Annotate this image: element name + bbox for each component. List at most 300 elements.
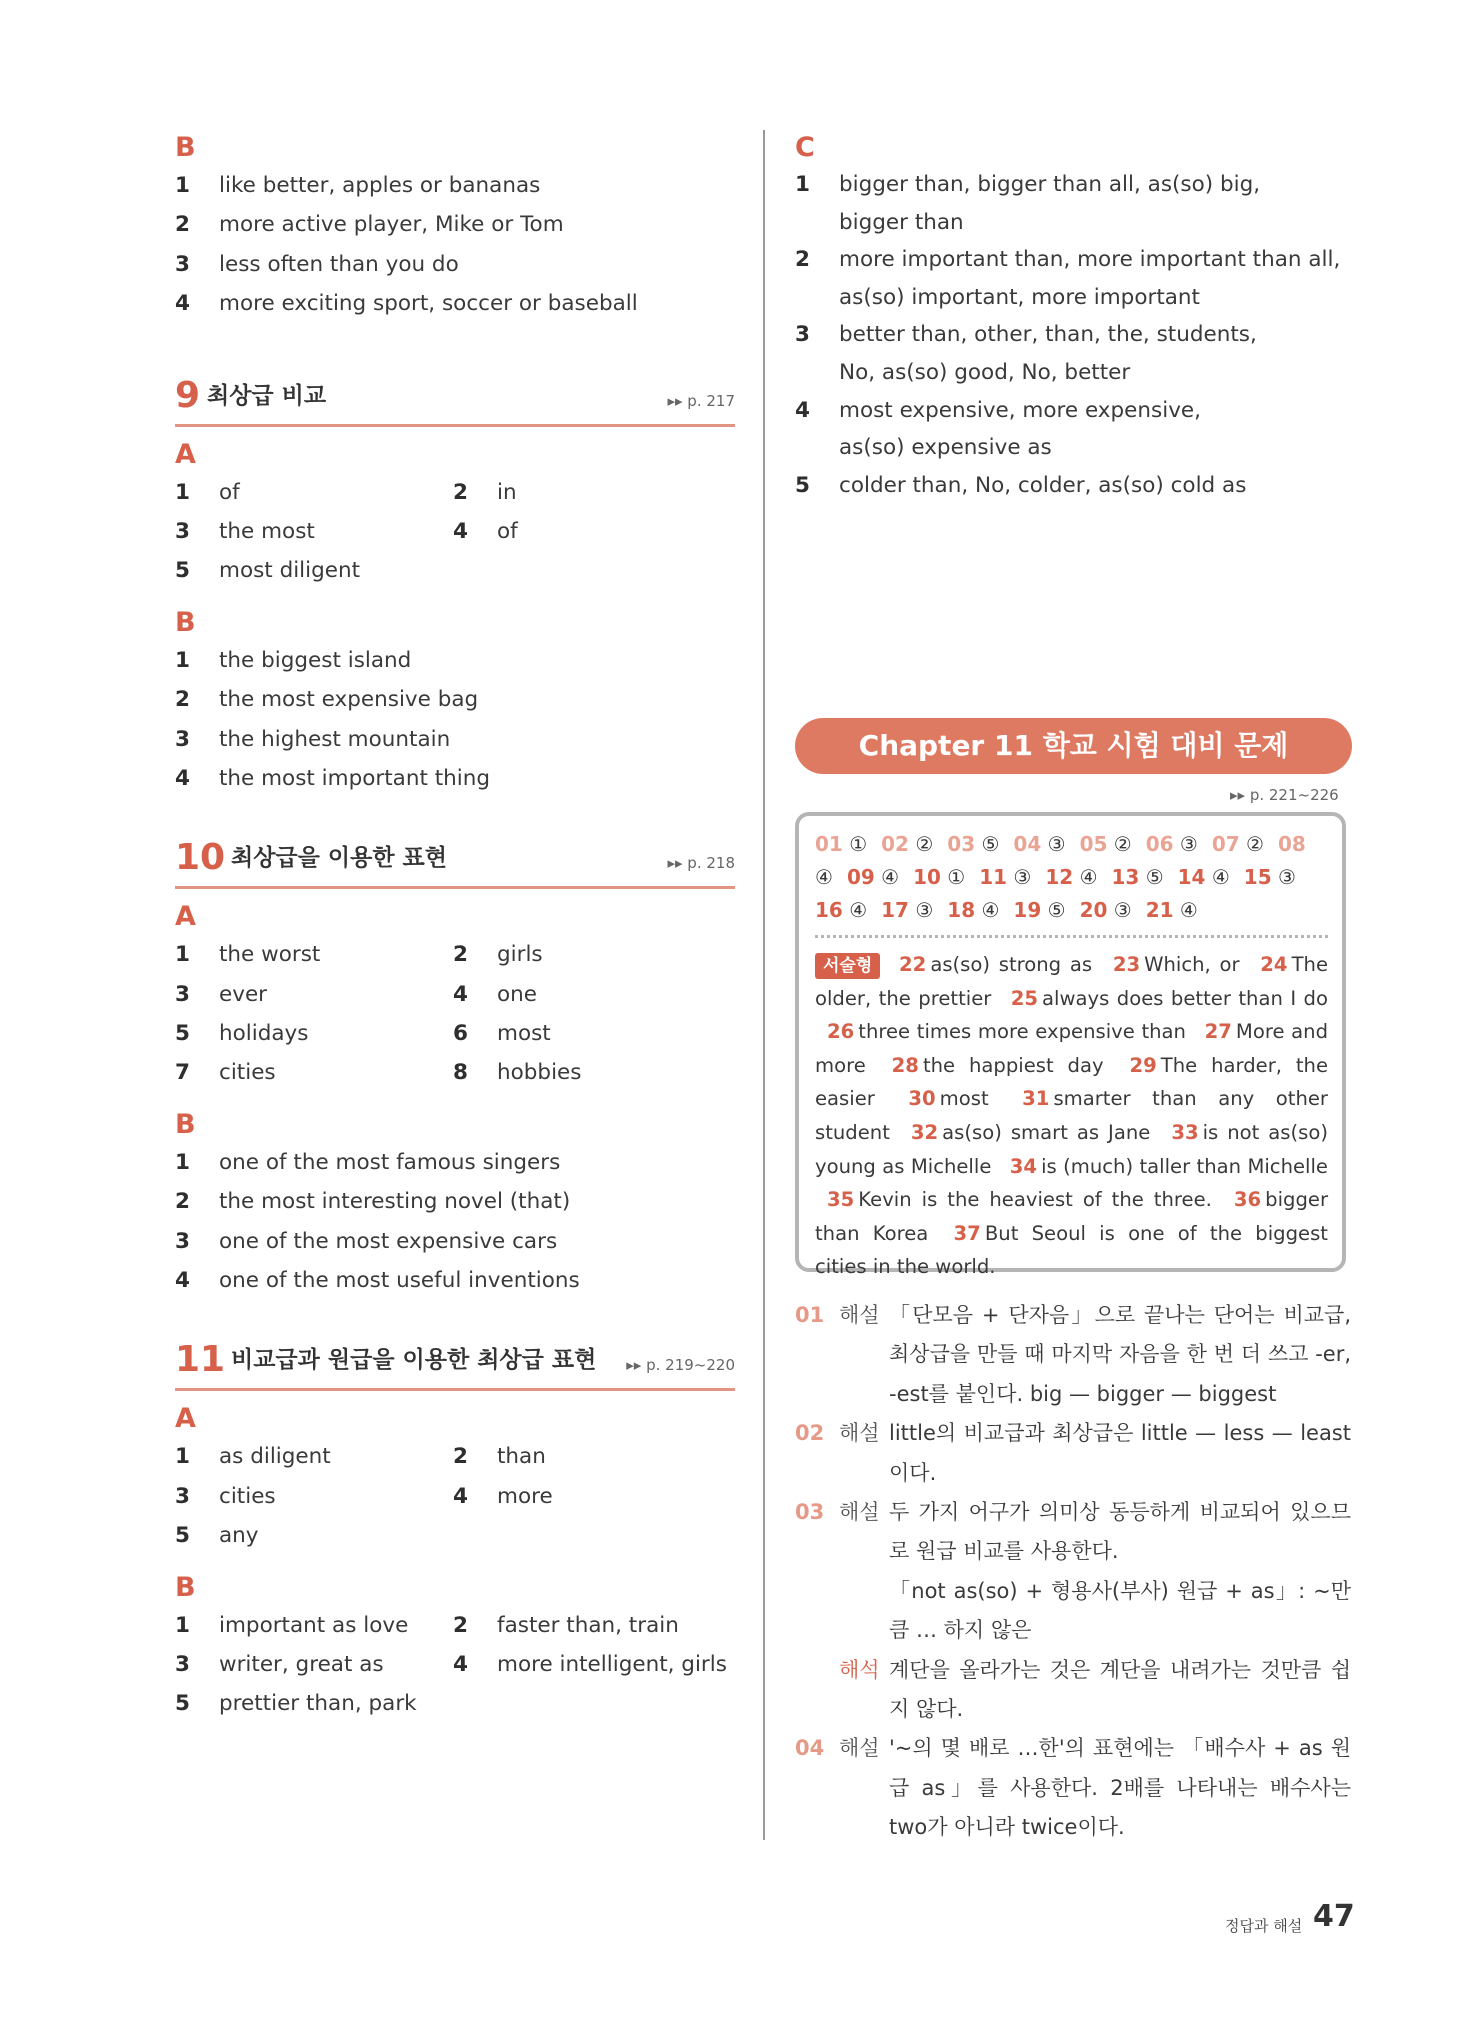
answer-number: 06 <box>1145 832 1174 856</box>
answer-text: three times more expensive than <box>858 1020 1186 1044</box>
item-number: 5 <box>795 472 810 498</box>
item-text: one of the most famous singers <box>219 1149 561 1175</box>
item-text: one of the most expensive cars <box>219 1228 558 1254</box>
item-number: 5 <box>175 1021 190 1047</box>
section-letter: B <box>175 1108 196 1140</box>
answer-number: 21 <box>1145 898 1174 922</box>
item-text: more <box>497 1483 553 1509</box>
item-text: most diligent <box>219 558 361 584</box>
item-number: 5 <box>175 558 190 584</box>
answer-item <box>1278 832 1306 856</box>
item-number: 4 <box>453 518 468 544</box>
list-item <box>175 1684 453 1723</box>
answer-choice: ① <box>947 865 966 889</box>
subjective-answers <box>815 948 1328 1284</box>
answer-number: 18 <box>947 898 976 922</box>
explanation-number: 02 <box>795 1421 825 1446</box>
section-11-header <box>175 1334 735 1391</box>
item-text: like better, apples or bananas <box>219 173 541 198</box>
answer-item <box>1244 865 1296 889</box>
list-item-pair <box>175 512 735 551</box>
answer-text: smarter than any other student <box>815 1087 1328 1144</box>
list-item <box>175 1014 453 1053</box>
answer-number: 19 <box>1013 898 1042 922</box>
answer-number: 23 <box>1112 953 1141 976</box>
list-item-pair <box>175 551 735 590</box>
answer-choice: ② <box>915 832 934 856</box>
item-number: 5 <box>175 1523 190 1549</box>
answer-number: 22 <box>899 953 927 976</box>
answer-choice: ④ <box>981 898 1000 922</box>
answer-text: the happiest day <box>922 1053 1104 1077</box>
answer-choice: ④ <box>881 865 900 889</box>
list-item <box>453 1606 731 1645</box>
item-text: more exciting sport, soccer or baseball <box>219 291 638 317</box>
answer-text: is (much) taller than Michelle <box>1041 1154 1328 1178</box>
list-item-pair <box>175 1606 735 1645</box>
item-text: the worst <box>219 942 321 968</box>
item-text: cities <box>219 1060 276 1086</box>
explanation-text: little의 비교급과 최상급은 little — less — least이다. <box>889 1421 1351 1485</box>
list-item-pair <box>175 1053 735 1092</box>
answer-choice: ③ <box>915 898 934 922</box>
list-item <box>795 241 1355 279</box>
item-text: the biggest island <box>219 647 412 673</box>
list-item <box>175 1606 453 1645</box>
answer-number: 33 <box>1171 1120 1199 1144</box>
answer-line <box>815 828 1328 861</box>
column-divider <box>763 130 765 1840</box>
answer-number: 10 <box>913 865 941 889</box>
section-letter: A <box>175 1403 196 1435</box>
section-letter: B <box>175 606 196 638</box>
explanation-item <box>795 1296 1351 1414</box>
item-number: 3 <box>795 322 810 348</box>
item-number: 6 <box>453 1021 468 1047</box>
answer-item <box>1080 898 1132 922</box>
answer-number: 17 <box>881 898 909 922</box>
answer-item <box>815 865 833 889</box>
list-item-pair <box>175 975 735 1014</box>
item-number: 2 <box>175 1189 190 1215</box>
item-text: less often than you do <box>219 251 459 277</box>
answer-number: 31 <box>1022 1087 1050 1111</box>
item-text: cities <box>219 1483 276 1509</box>
answer-choice: ③ <box>1179 832 1198 856</box>
section-number: 11 <box>175 1339 226 1381</box>
section-9-header <box>175 370 735 427</box>
explanation-label: 해설 <box>839 1500 880 1525</box>
item-text: bigger than, bigger than all, as(so) big, <box>839 172 1261 197</box>
answer-choice: ② <box>1113 832 1132 856</box>
list-item <box>175 935 453 974</box>
answer-choice: ④ <box>1179 898 1198 922</box>
item-text: the most important thing <box>219 765 491 791</box>
answer-choice: ② <box>1246 832 1264 856</box>
item-text: the most expensive bag <box>219 687 479 713</box>
answer-choice: ① <box>849 832 868 856</box>
item-number: 3 <box>175 1651 190 1677</box>
answer-text: is not as(so) young as Michelle <box>815 1120 1328 1178</box>
answer-text: Which, or <box>1144 953 1240 976</box>
answer-number: 27 <box>1204 1020 1232 1044</box>
section-number: 10 <box>175 837 226 879</box>
list-item <box>175 680 735 719</box>
explanation-label <box>839 1572 889 1651</box>
explanation-number: 03 <box>795 1500 825 1525</box>
item-text: ever <box>219 981 268 1007</box>
page-number: 47 <box>1313 1899 1355 1934</box>
item-number: 3 <box>175 726 190 752</box>
list-item-pair <box>175 1645 735 1684</box>
list-item <box>795 204 1355 242</box>
item-number: 3 <box>175 1228 190 1254</box>
item-text: of <box>497 518 518 544</box>
answer-number: 28 <box>891 1053 919 1077</box>
list-item <box>175 975 453 1014</box>
list-item <box>175 245 735 284</box>
item-text: holidays <box>219 1021 309 1047</box>
section-10-header <box>175 832 735 889</box>
explanation-text: 「단모음 + 단자음」으로 끝나는 단어는 비교급, 최상급을 만들 때 마지막 자음을 한 번 더 쓰고 -er, -est를 붙인다. big — bigger — biggest <box>889 1303 1351 1406</box>
explanation-text: '~의 몇 배로 …한'의 표현에는 「배수사 + as 원급 as」를 사용한다. 2배를 나타내는 배수사는 two가 아니라 twice이다. <box>889 1736 1351 1840</box>
list-item <box>453 1053 731 1092</box>
item-text: the highest mountain <box>219 726 451 752</box>
item-text: as(so) important, more important <box>839 284 1200 310</box>
item-text: more important than, more important than all, <box>839 247 1341 273</box>
section-9-b <box>175 605 735 799</box>
page-reference: ▸▸ p. 218 <box>667 854 735 873</box>
answer-number: 07 <box>1211 832 1240 856</box>
right-column <box>795 130 1355 504</box>
answer-text: bigger than Korea <box>815 1188 1329 1245</box>
item-number: 3 <box>175 1483 190 1509</box>
item-number: 3 <box>175 251 190 277</box>
answer-text: most <box>939 1087 989 1111</box>
list-item <box>175 1222 735 1261</box>
section-title: 비교급과 원급을 이용한 최상급 표현 <box>231 1347 597 1374</box>
item-text: the most <box>219 518 315 544</box>
answer-number: 32 <box>910 1120 939 1144</box>
item-text: more active player, Mike or Tom <box>219 212 564 238</box>
list-item <box>175 1053 453 1092</box>
chapter-page-reference: ▸▸ p. 221~226 <box>1230 786 1339 804</box>
item-number <box>795 429 839 467</box>
item-number <box>795 354 839 392</box>
answer-item <box>947 898 999 922</box>
section-letter: B <box>175 132 196 163</box>
explanation-text: 계단을 올라가는 것은 계단을 내려가는 것만큼 쉽지 않다. <box>889 1657 1351 1722</box>
dotted-separator <box>815 935 1328 938</box>
item-number: 2 <box>453 1444 468 1470</box>
list-item <box>175 166 735 205</box>
answer-number: 24 <box>1260 953 1288 976</box>
list-item <box>453 975 731 1014</box>
answer-choice: ④ <box>1079 865 1098 889</box>
section-10-a <box>175 899 735 1093</box>
explanation-text: 두 가지 어구가 의미상 동등하게 비교되어 있으므로 원급 비교를 사용한다. <box>889 1500 1351 1564</box>
answer-number: 04 <box>1013 832 1042 856</box>
list-item <box>453 1645 731 1684</box>
section-9-a <box>175 437 735 591</box>
section-10-b <box>175 1107 735 1301</box>
subjective-badge: 서술형 <box>815 953 880 979</box>
item-number <box>795 279 839 317</box>
answer-number: 16 <box>815 898 843 922</box>
section-number: 9 <box>175 374 201 416</box>
item-text: hobbies <box>497 1060 582 1086</box>
explanation-number <box>795 1651 839 1730</box>
item-number: 4 <box>453 1483 468 1509</box>
item-number: 2 <box>453 479 468 505</box>
answer-number: 26 <box>827 1020 855 1044</box>
item-text: as diligent <box>219 1444 331 1470</box>
page-reference: ▸▸ p. 219~220 <box>626 1356 735 1375</box>
item-number: 4 <box>175 1268 190 1294</box>
list-item <box>795 467 1355 505</box>
answer-number: 15 <box>1243 865 1272 889</box>
answer-choice: ③ <box>1047 832 1066 856</box>
answer-item <box>979 865 1031 889</box>
item-number <box>795 204 839 242</box>
answer-text: But Seoul is one of the biggest cities in the world. <box>815 1221 1328 1279</box>
item-text: colder than, No, colder, as(so) cold as <box>839 472 1247 498</box>
item-number: 5 <box>175 1691 190 1717</box>
list-item <box>453 1437 731 1476</box>
answer-item <box>881 898 933 922</box>
item-number: 4 <box>175 291 190 317</box>
answer-choice: ③ <box>1113 898 1132 922</box>
answer-number: 37 <box>953 1221 981 1245</box>
answer-item <box>1080 832 1132 856</box>
answer-choice: ③ <box>1013 865 1032 889</box>
list-item <box>795 429 1355 467</box>
item-text: writer, great as <box>219 1651 384 1677</box>
item-text: one <box>497 981 538 1007</box>
explanation-item <box>795 1493 1351 1572</box>
answer-item <box>1178 865 1230 889</box>
list-item <box>175 551 453 590</box>
answer-item <box>815 832 867 856</box>
explanation-number: 04 <box>795 1736 825 1761</box>
answer-text: as(so) smart as Jane <box>942 1120 1151 1144</box>
list-item <box>453 935 731 974</box>
list-item <box>453 1477 731 1516</box>
answer-number: 35 <box>827 1188 855 1212</box>
answer-choice: ⑤ <box>1047 898 1066 922</box>
answer-number: 01 <box>815 832 843 856</box>
list-item <box>795 354 1355 392</box>
answer-item <box>1212 832 1264 856</box>
item-number: 1 <box>175 479 190 505</box>
item-text: in <box>497 479 517 505</box>
answer-number: 34 <box>1009 1154 1038 1178</box>
answer-number: 09 <box>846 865 875 889</box>
item-number: 1 <box>175 1149 190 1175</box>
list-item <box>175 720 735 759</box>
explanation-item <box>795 1729 1351 1847</box>
section-11-a <box>175 1401 735 1555</box>
item-text: than <box>497 1444 546 1470</box>
answer-number: 29 <box>1129 1053 1157 1077</box>
list-item <box>175 1437 453 1476</box>
item-number: 2 <box>795 247 810 273</box>
item-text: better than, other, than, the, students, <box>839 322 1257 348</box>
item-text: important as love <box>219 1612 409 1638</box>
list-item <box>175 1143 735 1182</box>
item-number: 1 <box>795 172 810 197</box>
answer-number: 11 <box>979 865 1008 889</box>
explanation-label: 해석 <box>839 1657 880 1682</box>
item-text: of <box>219 479 240 505</box>
explanation-label: 해설 <box>839 1736 880 1761</box>
list-item <box>175 512 453 551</box>
section-title: 최상급 비교 <box>207 382 327 409</box>
explanation-number: 01 <box>795 1303 825 1327</box>
answer-item <box>1013 832 1065 856</box>
list-item <box>175 1645 453 1684</box>
list-item-pair <box>175 1684 735 1723</box>
answer-number: 30 <box>908 1087 936 1111</box>
chapter-banner: Chapter 11 학교 시험 대비 문제 <box>795 718 1352 774</box>
item-text: as(so) expensive as <box>839 435 1052 461</box>
answer-item <box>881 832 933 856</box>
list-item <box>175 1261 735 1300</box>
section-letter: A <box>175 438 196 470</box>
page-reference: ▸▸ p. 217 <box>667 391 735 410</box>
item-number: 1 <box>175 1444 190 1470</box>
explanation-label: 해설 <box>839 1303 880 1327</box>
answer-number: 03 <box>947 832 976 856</box>
item-number: 2 <box>453 942 468 968</box>
answer-number: 14 <box>1177 865 1206 889</box>
answer-text: The harder, the easier <box>815 1053 1329 1111</box>
list-item <box>795 392 1355 430</box>
explanation-label: 해설 <box>839 1421 880 1446</box>
list-item-pair <box>175 1516 735 1555</box>
list-item <box>175 205 735 244</box>
answer-number: 20 <box>1079 898 1108 922</box>
answer-number: 25 <box>1010 986 1039 1010</box>
list-item-pair <box>175 1477 735 1516</box>
item-text: No, as(so) good, No, better <box>839 359 1131 385</box>
item-number: 1 <box>175 1612 190 1638</box>
explanation-item <box>795 1572 1351 1651</box>
left-column <box>175 130 735 1724</box>
item-number: 2 <box>453 1612 468 1638</box>
section-c <box>795 130 1355 504</box>
list-item <box>175 759 735 798</box>
item-number: 3 <box>175 981 190 1007</box>
item-text: faster than, train <box>497 1612 679 1638</box>
item-number: 1 <box>175 647 190 673</box>
answer-number: 12 <box>1045 865 1074 889</box>
list-item <box>795 166 1355 204</box>
list-item <box>175 641 735 680</box>
answer-key-box <box>795 812 1346 1279</box>
answer-item <box>1146 898 1198 922</box>
item-text: bigger than <box>839 209 964 235</box>
item-number: 4 <box>453 1651 468 1677</box>
answer-choice: ④ <box>815 865 833 889</box>
answer-text: Kevin is the heaviest of the three. <box>858 1188 1212 1212</box>
list-item-pair <box>175 1014 735 1053</box>
answer-item <box>1045 865 1097 889</box>
answer-choice: ③ <box>1277 865 1296 889</box>
item-text: one of the most useful inventions <box>219 1268 580 1294</box>
answer-choice: ⑤ <box>1145 865 1164 889</box>
answer-line <box>815 894 1328 927</box>
item-number: 7 <box>175 1060 190 1086</box>
answer-item <box>847 865 899 889</box>
list-item <box>453 1014 731 1053</box>
footer-label: 정답과 해설 <box>1225 1917 1303 1935</box>
answer-number: 13 <box>1111 865 1140 889</box>
answer-choice: ④ <box>849 898 868 922</box>
section-letter: B <box>175 1571 196 1603</box>
explanation-text: 「not as(so) + 형용사(부사) 원급 + as」: ~만큼 … 하지 않은 <box>889 1578 1351 1643</box>
answer-item <box>1013 898 1065 922</box>
answer-choice: ④ <box>1211 865 1230 889</box>
answer-number: 02 <box>881 832 909 856</box>
item-text: prettier than, park <box>219 1691 417 1717</box>
answer-number: 08 <box>1277 832 1306 856</box>
list-item-pair <box>175 473 735 512</box>
list-item <box>175 1182 735 1221</box>
answer-item <box>947 832 999 856</box>
explanation-item <box>795 1414 1351 1493</box>
multiple-choice-answers <box>815 828 1328 927</box>
item-number: 1 <box>175 173 190 198</box>
answer-text: as(so) strong as <box>930 953 1093 976</box>
item-number: 1 <box>175 942 190 968</box>
answer-item <box>1112 865 1164 889</box>
section-letter: A <box>175 901 196 933</box>
list-item <box>175 284 735 323</box>
answer-item <box>913 865 965 889</box>
explanations <box>795 1296 1351 1848</box>
answer-item <box>815 898 867 922</box>
list-item <box>175 1516 453 1555</box>
item-text: girls <box>497 942 543 968</box>
item-number: 4 <box>453 981 468 1007</box>
answer-text: always does better than I do <box>1042 986 1328 1010</box>
item-number: 4 <box>175 765 190 791</box>
answer-text: The older, the prettier <box>815 953 1329 1010</box>
list-item-pair <box>175 1437 735 1476</box>
item-text: most <box>497 1021 551 1047</box>
item-text: more intelligent, girls <box>497 1651 727 1677</box>
item-number: 2 <box>175 212 190 238</box>
section-letter: C <box>795 132 815 163</box>
section-11-b <box>175 1570 735 1724</box>
list-item <box>795 279 1355 317</box>
explanation-number <box>795 1572 839 1651</box>
item-number: 8 <box>453 1060 468 1086</box>
answer-number: 36 <box>1233 1188 1262 1212</box>
list-item <box>453 512 731 551</box>
item-number: 4 <box>795 397 810 423</box>
item-text: most expensive, more expensive, <box>839 397 1201 423</box>
answer-choice: ⑤ <box>981 832 1000 856</box>
item-text: the most interesting novel (that) <box>219 1189 571 1215</box>
item-number: 2 <box>175 687 190 713</box>
answer-text: More and more <box>815 1020 1329 1077</box>
list-item <box>175 473 453 512</box>
answer-item <box>1146 832 1198 856</box>
list-item <box>453 473 731 512</box>
explanation-item <box>795 1651 1351 1730</box>
